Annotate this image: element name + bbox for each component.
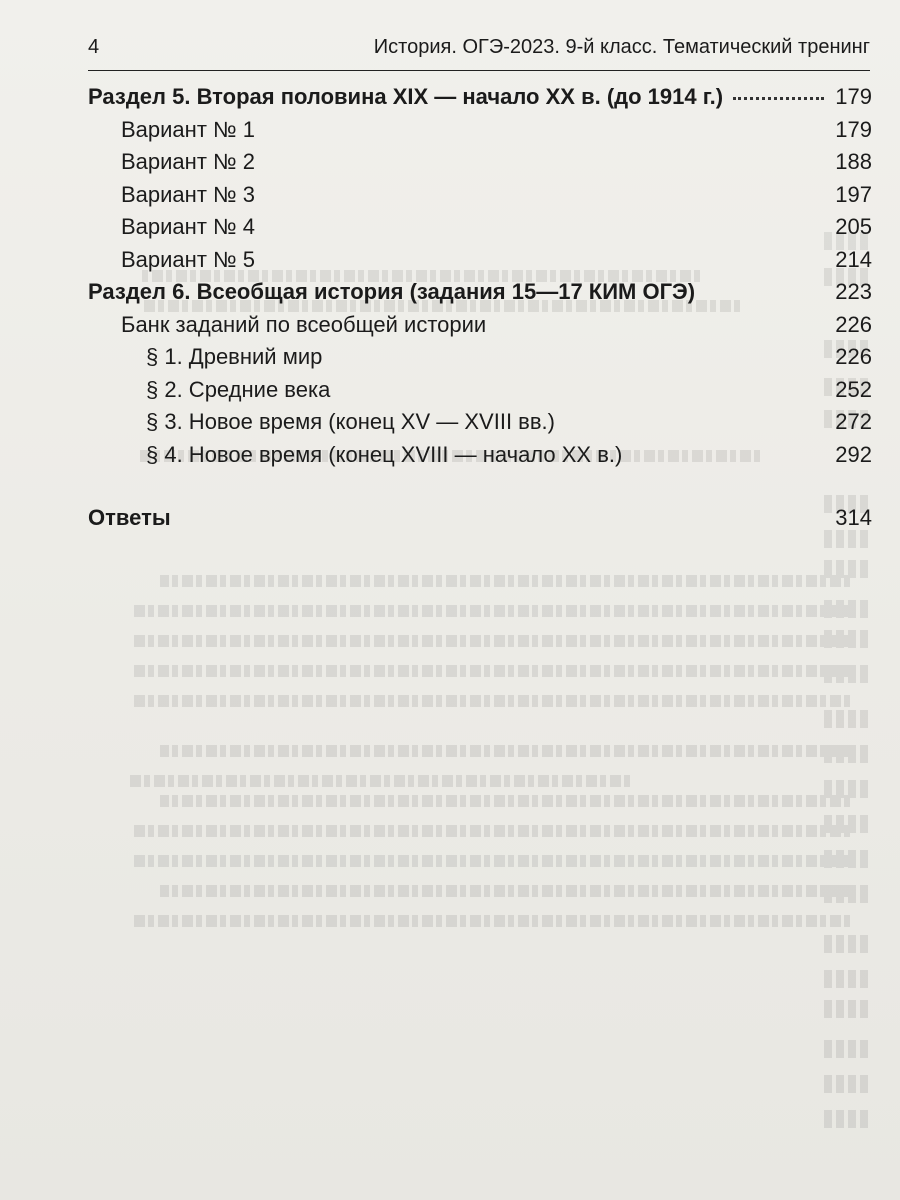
toc-page-number: 226 bbox=[835, 344, 872, 369]
toc-entry-task-bank[interactable] bbox=[88, 312, 872, 345]
toc-entry-answers[interactable] bbox=[88, 505, 872, 538]
toc-page-number: 188 bbox=[835, 149, 872, 174]
toc-page-number: 197 bbox=[835, 181, 872, 207]
header-divider bbox=[88, 70, 870, 71]
running-header bbox=[88, 36, 870, 64]
toc-entry-title: § 2. Средние века bbox=[146, 376, 331, 402]
toc-page-number: 272 bbox=[835, 409, 872, 434]
toc-page-number: 214 bbox=[835, 246, 872, 272]
toc-page-number: 314 bbox=[835, 505, 872, 530]
toc-entry-title: Вариант № 2 bbox=[121, 149, 255, 174]
toc-entry-title: Вариант № 3 bbox=[121, 181, 255, 207]
toc-entry-title: Ответы bbox=[88, 505, 171, 530]
toc-entry-paragraph[interactable] bbox=[88, 377, 872, 410]
toc-page-number: 179 bbox=[835, 116, 872, 142]
toc-entry-title: Банк заданий по всеобщей истории bbox=[121, 311, 487, 337]
toc-page-number: 205 bbox=[835, 214, 872, 239]
toc-page-number: 292 bbox=[835, 441, 872, 467]
toc-entry-variant[interactable] bbox=[88, 149, 872, 182]
toc-page-number: 179 bbox=[835, 84, 872, 109]
toc-entry-section-6[interactable] bbox=[88, 279, 872, 312]
toc-entry-paragraph[interactable] bbox=[88, 409, 872, 442]
toc-entry-title: § 4. Новое время (конец XVIII — начало XX в.) bbox=[146, 441, 623, 467]
toc-entry-title: Вариант № 5 bbox=[121, 246, 255, 272]
toc-entry-variant[interactable] bbox=[88, 214, 872, 247]
page-number: 4 bbox=[88, 36, 100, 58]
running-title: История. ОГЭ-2023. 9-й класс. Тематический тренинг bbox=[373, 36, 870, 58]
toc-entry-section-5[interactable] bbox=[88, 84, 872, 117]
table-of-contents bbox=[88, 84, 872, 538]
toc-entry-paragraph[interactable] bbox=[88, 344, 872, 377]
toc-entry-title: § 3. Новое время (конец XV — XVIII вв.) bbox=[146, 409, 555, 434]
toc-entry-title: Вариант № 1 bbox=[121, 116, 255, 142]
toc-entry-variant[interactable] bbox=[88, 117, 872, 150]
toc-entry-title: Вариант № 4 bbox=[121, 214, 255, 239]
toc-entry-title: § 1. Древний мир bbox=[146, 344, 323, 369]
dot-leader bbox=[733, 96, 824, 100]
toc-page-number: 252 bbox=[835, 376, 872, 402]
toc-entry-variant[interactable] bbox=[88, 247, 872, 280]
toc-entry-variant[interactable] bbox=[88, 182, 872, 215]
toc-entry-paragraph[interactable] bbox=[88, 442, 872, 475]
toc-entry-title: Раздел 5. Вторая половина XIX — начало XX в. (до 1914 г.) bbox=[88, 84, 724, 109]
toc-entry-title: Раздел 6. Всеобщая история (задания 15—17 КИМ ОГЭ) bbox=[88, 279, 696, 304]
toc-page-number: 223 bbox=[835, 279, 872, 304]
toc-page-number: 226 bbox=[835, 311, 872, 337]
